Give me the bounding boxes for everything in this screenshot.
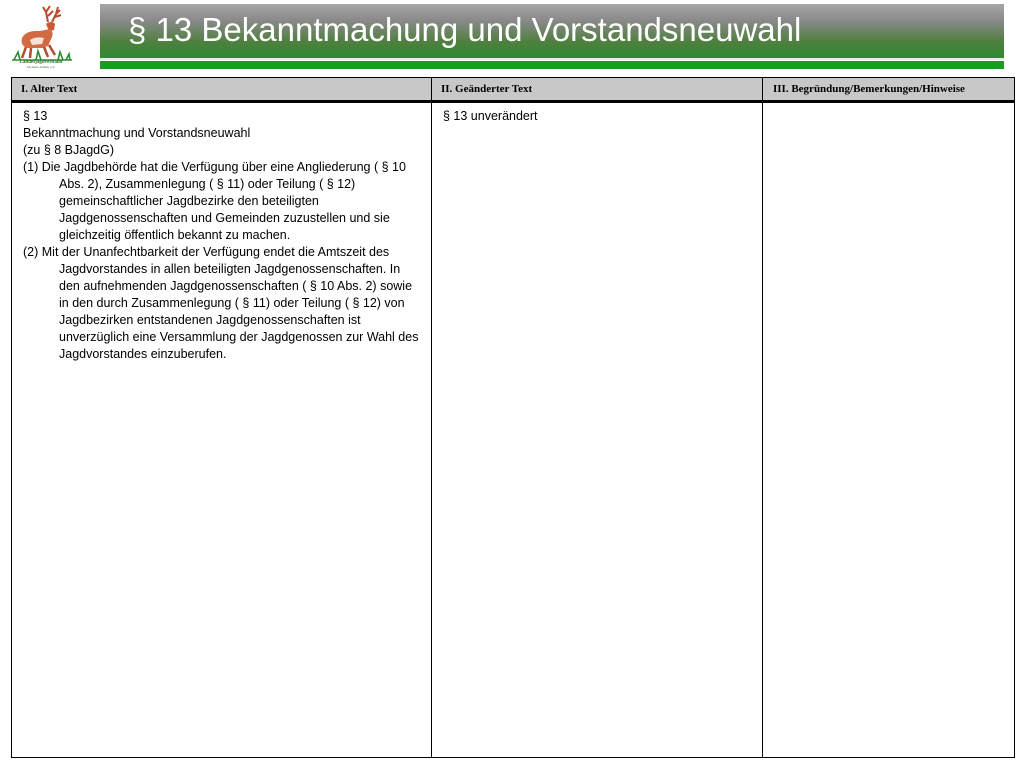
- green-rule: [100, 61, 1004, 69]
- column-header-remarks: III. Begründung/Bemerkungen/Hinweise: [763, 78, 1015, 102]
- deer-logo: [8, 2, 74, 74]
- table-header-row: [12, 78, 1015, 102]
- deer-logo-icon: [8, 2, 74, 62]
- section-reference: (zu § 8 BJagdG): [23, 143, 115, 157]
- section-number: § 13: [23, 109, 48, 123]
- changed-text-cell: [432, 102, 763, 758]
- logo-text-line2: Sachsen-Anhalt e.V.: [26, 65, 56, 69]
- column-header-changed-text: II. Geänderter Text: [432, 78, 763, 102]
- logo-caption: [8, 60, 74, 70]
- paragraph-2: (2) Mit der Unanfechtbarkeit der Verfügung endet die Amtszeit des Jagdvorstandes in allen beteiligten Jagdgenossenschaften. In den aufnehmenden Jagdgenossenschaften ( § 10 Abs. 2) sowie in den durch Zusammenlegung ( § 11) oder Teilung ( § 12) von Jagdbezirken entstandenen Jagdgenossenschaften ist unverzüglich eine Versammlung der Jagdgenossen zur Wahl des Jagdvorstandes einzuberufen.: [23, 245, 419, 361]
- title-bar: [100, 4, 1004, 58]
- remarks-cell: [763, 102, 1015, 758]
- column-header-old-text: I. Alter Text: [12, 78, 432, 102]
- comparison-table: [11, 77, 1014, 758]
- paragraph-1: (1) Die Jagdbehörde hat die Verfügung über eine Angliederung ( § 10 Abs. 2), Zusammenlegung ( § 11) oder Teilung ( § 12) gemeinschaftlicher Jagdbezirke den beteiligten Jagdgenossenschaften und Gemeinden zuzustellen und sie gleichzeitig öffentlich bekannt zu machen.: [23, 160, 406, 242]
- logo-text-line1: Landesjagdverband: [19, 60, 63, 65]
- section-heading: Bekanntmachung und Vorstandsneuwahl: [23, 126, 251, 140]
- old-text-cell: [12, 102, 432, 758]
- table-row: [12, 102, 1015, 758]
- title-underline: [100, 58, 1004, 60]
- changed-text: § 13 unverändert: [443, 109, 538, 123]
- page-title: § 13 Bekanntmachung und Vorstandsneuwahl: [128, 11, 802, 48]
